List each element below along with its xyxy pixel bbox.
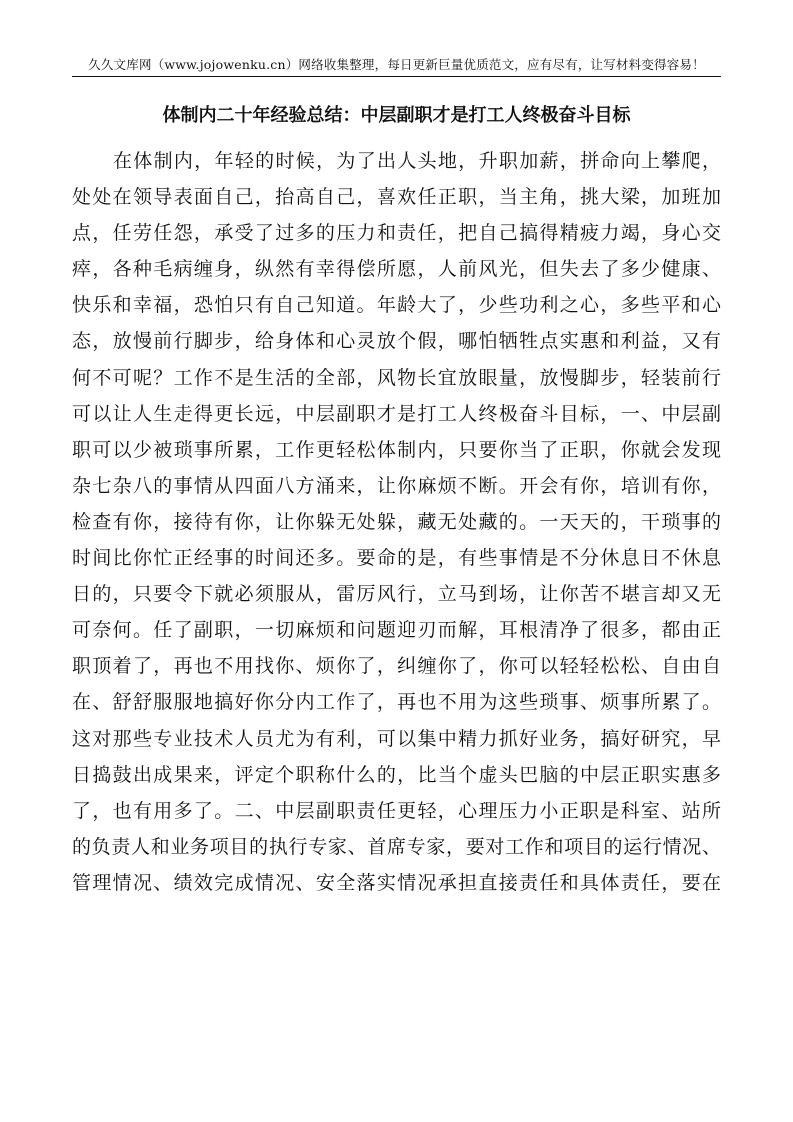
text-line: 在体制内，年轻的时候，为了出人头地，升职加薪，拼命向上攀爬， — [113, 150, 721, 172]
text-line: 杂七杂八的事情从四面八方涌来，让你麻烦不断。开会有你，培训有你， — [72, 474, 721, 497]
text-line: 可奈何。任了副职，一切麻烦和问题迎刃而解，耳根清净了很多，都由正 — [72, 619, 721, 642]
document-title: 体制内二十年经验总结：中层副职才是打工人终极奋斗目标 — [162, 105, 631, 126]
body-paragraph — [72, 143, 721, 901]
text-line: 点，任劳任怨，承受了过多的压力和责任，把自己搞得精疲力竭，身心交 — [72, 222, 721, 245]
text-line: 处处在领导表面自己，抬高自己，喜欢任正职，当主角，挑大梁，加班加 — [72, 186, 721, 209]
text-line: 时间比你忙正经事的时间还多。要命的是，有些事情是不分休息日不休息 — [72, 547, 721, 570]
header-divider — [72, 76, 721, 77]
text-line: 态，放慢前行脚步，给身体和心灵放个假，哪怕牺牲点实惠和利益，又有 — [72, 330, 721, 353]
text-line: 何不可呢？工作不是生活的全部，风物长宜放眼量，放慢脚步，轻装前行 — [72, 366, 721, 389]
page-header: 久久文库网（www.jojowenku.cn）网络收集整理，每日更新巨量优质范文，应有尽有，让写材料变得容易！ — [88, 57, 705, 72]
text-line: 职顶着了，再也不用找你、烦你了，纠缠你了，你可以轻轻松松、自由自 — [72, 655, 721, 678]
text-line: 职可以少被琐事所累，工作更轻松体制内，只要你当了正职，你就会发现 — [72, 438, 721, 461]
text-line: 管理情况、绩效完成情况、安全落实情况承担直接责任和具体责任，要在 — [72, 871, 721, 894]
text-line: 快乐和幸福，恐怕只有自己知道。年龄大了，少些功利之心，多些平和心 — [72, 294, 721, 317]
text-line: 可以让人生走得更长远，中层副职才是打工人终极奋斗目标，一、中层副 — [72, 402, 721, 425]
text-line: 的负责人和业务项目的执行专家、首席专家，要对工作和项目的运行情况、 — [72, 835, 721, 858]
text-line: 日的，只要令下就必须服从，雷厉风行，立马到场，让你苦不堪言却又无 — [72, 583, 721, 606]
text-line: 这对那些专业技术人员尤为有利，可以集中精力抓好业务，搞好研究，早 — [72, 727, 721, 750]
text-line: 在、舒舒服服地搞好你分内工作了，再也不用为这些琐事、烦事所累了。 — [72, 691, 721, 714]
text-line: 瘁，各种毛病缠身，纵然有幸得偿所愿，人前风光，但失去了多少健康、 — [72, 258, 721, 281]
text-line: 了，也有用多了。二、中层副职责任更轻，心理压力小正职是科室、站所 — [72, 799, 721, 822]
text-line: 日捣鼓出成果来，评定个职称什么的，比当个虚头巴脑的中层正职实惠多 — [72, 763, 721, 786]
text-line: 检查有你，接待有你，让你躲无处躲，藏无处藏的。一天天的，干琐事的 — [72, 510, 721, 533]
